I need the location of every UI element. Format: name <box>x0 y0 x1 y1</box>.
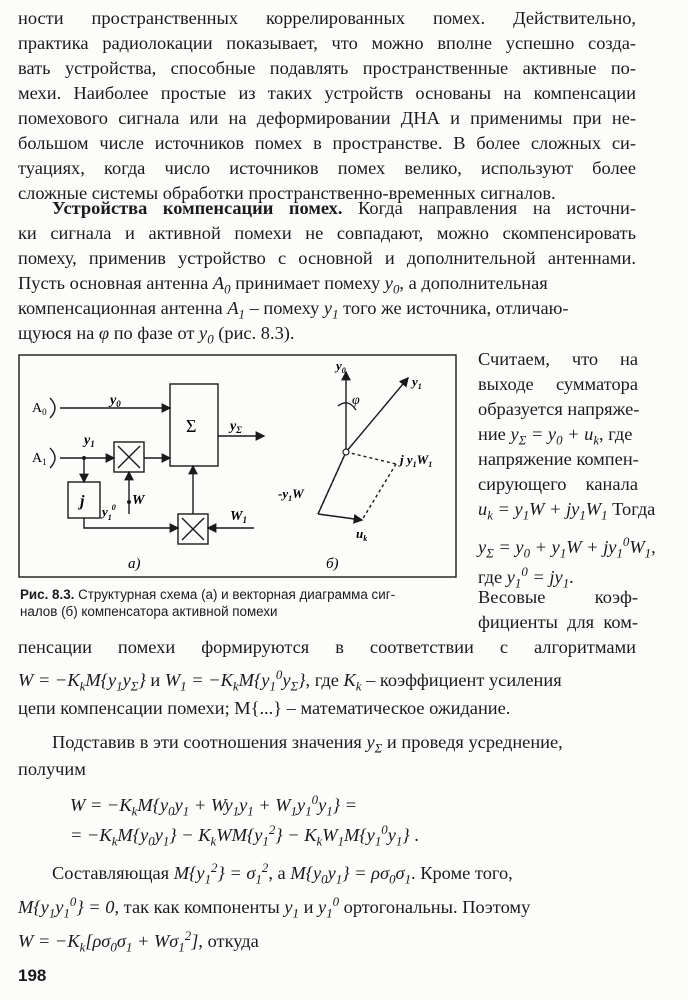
side-line: фициенты для ком- <box>478 612 638 632</box>
text-line: помехового сигнала или на деформировании ДНА и применимы при не- <box>18 108 636 128</box>
text-line: туациях, когда число источников помех велико, используют более <box>18 158 636 178</box>
vector-uk-label: $u_k$ <box>356 526 368 543</box>
side-line: образуется напряже- <box>478 399 640 419</box>
ysum-label: $y_\Sigma$ <box>230 419 242 435</box>
y0-label: $y_0$ <box>110 393 121 409</box>
page-number: 198 <box>18 966 47 985</box>
a1-label: $A_1$ <box>32 451 47 467</box>
side-line: ние $y_\Sigma = y_0 + u_k$, где <box>478 424 633 448</box>
side-formula: $y_\Sigma = y_0 + y_1W + jy_1^0W_1$, <box>478 535 656 561</box>
text-line: цепи компенсации помехи; M{...} – математическое ожидание. <box>18 698 511 718</box>
phi-label: φ <box>352 393 360 408</box>
text-line: пенсации помехи формируются в соответствии с алгоритмами <box>18 637 636 657</box>
text-line: Пусть основная антенна $A_0$ принимает помеху $y_0$, а дополнительная <box>18 273 548 297</box>
equation-2: = $-K_kM\{y_0y_1\} - K_kWM\{y_1^2\} - K_kW_1M\{y_1^0y_1\}$ . <box>70 823 419 849</box>
side-line: где $y_1^0 = jy_1$. <box>478 565 574 591</box>
text-line: компенсационная антенна $A_1$ – помеху $y_1$ того же источника, отличаю- <box>18 298 569 322</box>
side-line: напряжение компен- <box>478 449 639 469</box>
text-line: вать устройства, способные подавлять пространственные активные по- <box>18 58 636 78</box>
text-line: щуюся на φ по фазе от $y_0$ (рис. 8.3). <box>18 323 295 347</box>
text-line: сложные системы обработки пространственно-временных сигналов. <box>18 183 556 203</box>
side-line: $u_k = y_1W + jy_1W_1$ Тогда <box>478 499 656 523</box>
text-line: большом числе источников помех в пространстве. В более сложных си- <box>18 133 636 153</box>
text-line: практика радиолокации показывает, что можно вполне успешно созда- <box>18 33 636 53</box>
text-line: Составляющая $M\{y_1^2\} = \sigma_1^2$, а $M\{y_0y_1\} = \rho\sigma_0\sigma_1$. Кроме того, <box>52 861 513 887</box>
equation-1: $W = -K_kM\{y_0y_1 + Wy_1y_1 + W_1y_1^0y_1\}$ = <box>70 793 358 819</box>
text-line: Подставив в эти соотношения значения $y_\Sigma$ и проведя усреднение, <box>52 732 563 756</box>
w1-label: $W_1$ <box>230 509 247 525</box>
section-first-line: Устройства компенсации помех. Когда направления на источни- <box>52 198 636 218</box>
side-line: Считаем, что на <box>478 349 638 369</box>
vector-diagram <box>318 372 408 520</box>
multiply-icon <box>182 518 204 540</box>
side-line: сирующего канала <box>478 474 638 494</box>
a0-label: $A_0$ <box>32 401 47 417</box>
side-line: Весовые коэф- <box>478 587 638 607</box>
text-line: помеху, применив устройство с основной и дополнительной антеннами. <box>18 248 636 268</box>
side-line: выходе сумматора <box>478 374 638 394</box>
text-line: $W = -K_k[\rho\sigma_0\sigma_1 + W\sigma_1^2]$, откуда <box>18 929 259 955</box>
text-line: мехи. Наиболее простые из таких устройств основаны на компенсации <box>18 83 636 103</box>
vector-y1-label: $y_1$ <box>412 374 422 391</box>
j-label: j <box>80 493 85 510</box>
text-line: $W = -K_kM\{y_1y_\Sigma\}$ и $W_1 = -K_kM\{y_1^0y_\Sigma\}$, где $K_k$ – коэффициент усиления <box>18 668 562 694</box>
figure-a-label: а) <box>128 556 141 572</box>
vector-y1w-label: $-y_1W$ <box>278 486 304 503</box>
w-label: W <box>132 493 145 508</box>
text-line: ности пространственных коррелированных помех. Действительно, <box>18 8 636 28</box>
figure-b-label: б) <box>326 556 339 572</box>
section-heading: Устройства компенсации помех. <box>52 198 343 218</box>
y1-label: $y_1$ <box>84 433 95 449</box>
figure-caption: Рис. 8.3. Структурная схема (а) и векторная диаграмма сиг- налов (б) компенсатора активной помехи <box>20 587 396 619</box>
y10-label: $y_1^0$ <box>102 503 116 522</box>
text-line: получим <box>18 759 86 779</box>
text-line: $M\{y_1y_1^0\} = 0$, так как компоненты $y_1$ и $y_1^0$ ортогональны. Поэтому <box>18 895 531 921</box>
multiply-icon <box>118 446 140 468</box>
vector-y0-label: $y_0$ <box>336 358 346 375</box>
vector-jy1w1-label: j $y_1W_1$ <box>400 452 433 469</box>
text-line: ки сигнала и активной помехи не совпадают, можно скомпенсировать <box>18 223 636 243</box>
summator-sigma: Σ <box>186 416 197 436</box>
figure-8-3 <box>18 354 458 580</box>
